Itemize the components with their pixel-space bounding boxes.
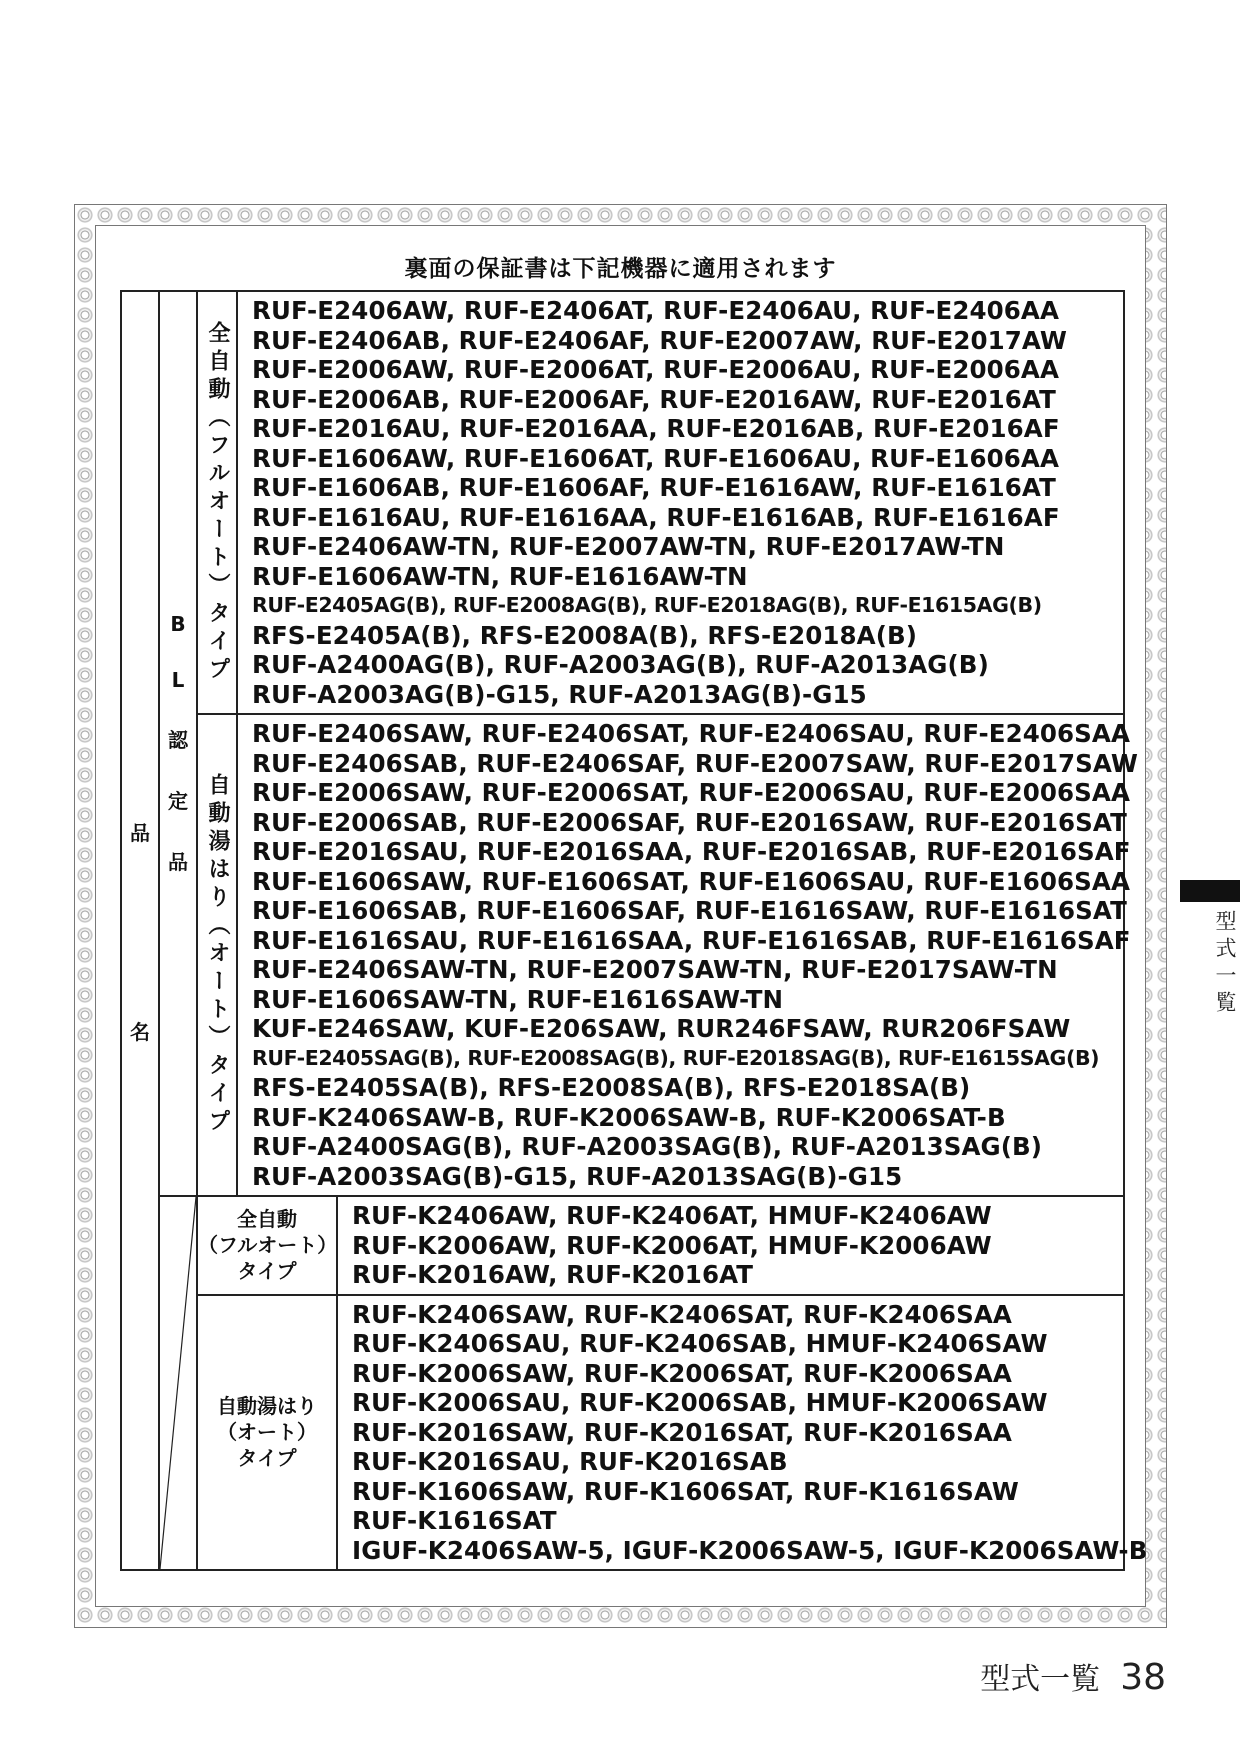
model-line: RUF-K1616SAT [352, 1506, 557, 1535]
model-line: RUF-K1606SAW, RUF-K1606SAT, RUF-K1616SAW [352, 1476, 1019, 1506]
model-line: RUF-K2016SAW, RUF-K2016SAT, RUF-K2016SAA [352, 1417, 1012, 1447]
model-line: RUF-A2003AG(B)-G15, RUF-A2013AG(B)-G15 [252, 679, 867, 709]
model-line: RUF-E2406SAW-TN, RUF-E2007SAW-TN, RUF-E2017SAW-TN [252, 955, 1058, 984]
certificate-panel [95, 225, 1146, 1607]
bl-char: 定 [168, 789, 188, 813]
model-line: RUF-E2406AB, RUF-E2406AF, RUF-E2007AW, RUF-E2017AW [252, 325, 1068, 355]
model-line: RUF-E1606SAW-TN, RUF-E1616SAW-TN [252, 984, 784, 1014]
type-cell-auto [197, 714, 237, 1196]
model-line: RUF-E2405AG(B), RUF-E2008AG(B), RUF-E2018AG(B), RUF-E1615AG(B) [252, 593, 1042, 617]
model-line: RUF-K2406SAU, RUF-K2406SAB, HMUF-K2406SAW [352, 1329, 1048, 1358]
model-line: RUF-K2006AW, RUF-K2006AT, HMUF-K2006AW [352, 1230, 992, 1260]
certificate-border [74, 204, 1167, 1628]
type-label-line: タイプ [237, 1446, 297, 1471]
page-footer [980, 1654, 1166, 1698]
bl-cell [159, 291, 197, 1196]
model-line: RUF-E2006SAB, RUF-E2006SAF, RUF-E2016SAW, RUF-E2016SAT [252, 807, 1127, 837]
hinmei-char-2: 名 [130, 1019, 150, 1044]
model-line: RUF-E2006SAW, RUF-E2006SAT, RUF-E2006SAU, RUF-E2006SAA [252, 778, 1131, 807]
type-label-line: タイプ [237, 1259, 297, 1284]
model-line: RUF-E1606SAB, RUF-E1606SAF, RUF-E1616SAW, RUF-E1616SAT [252, 896, 1127, 925]
type-cell-other-auto [197, 1295, 337, 1571]
model-line: RUF-E2016AU, RUF-E2016AA, RUF-E2016AB, RUF-E2016AF [252, 414, 1060, 443]
model-list-bl-auto [237, 714, 1138, 1196]
model-line: RFS-E2405SA(B), RFS-E2008SA(B), RFS-E2018SA(B) [252, 1073, 971, 1102]
type-cell-full-auto [197, 291, 237, 714]
model-line: RUF-E1616SAU, RUF-E1616SAA, RUF-E1616SAB, RUF-E1616SAF [252, 925, 1131, 955]
hinmei-cell [121, 291, 159, 1570]
model-line: RUF-K2006SAU, RUF-K2006SAB, HMUF-K2006SAW [352, 1388, 1048, 1417]
model-line: RUF-E2006AW, RUF-E2006AT, RUF-E2006AU, RUF-E2006AA [252, 355, 1060, 384]
model-line: RUF-K2016AW, RUF-K2016AT [352, 1260, 754, 1289]
type-label-auto: 自動湯はり（オート）タイプ [205, 773, 230, 1137]
bl-char: 認 [168, 728, 188, 752]
model-list-other-auto [337, 1295, 1148, 1571]
side-index-label: 型式一覧 [1213, 910, 1237, 1018]
side-index-tab [1180, 880, 1240, 902]
model-line: RUF-A2003SAG(B)-G15, RUF-A2013SAG(B)-G15 [252, 1161, 903, 1191]
page-number: 38 [1120, 1657, 1166, 1698]
model-line: RUF-K2016SAU, RUF-K2016SAB [352, 1447, 788, 1476]
bl-char: B [170, 612, 186, 636]
model-line: RFS-E2405A(B), RFS-E2008A(B), RFS-E2018A(B) [252, 620, 918, 650]
bl-char: 品 [168, 850, 188, 874]
model-line: RUF-E2405SAG(B), RUF-E2008SAG(B), RUF-E2018SAG(B), RUF-E1615SAG(B) [252, 1045, 1100, 1070]
diagonal-line [160, 1197, 196, 1569]
model-line: RUF-A2400AG(B), RUF-A2003AG(B), RUF-A2013AG(B) [252, 650, 989, 679]
type-label-line: （オート） [217, 1420, 317, 1445]
type-label-line: （フルオート） [198, 1233, 338, 1258]
model-list-bl-full-auto [237, 291, 1124, 714]
diagonal-empty-cell [159, 1196, 197, 1570]
type-label-full-auto: 全自動（フルオート）タイプ [205, 320, 230, 685]
model-line: RUF-E2406AW, RUF-E2406AT, RUF-E2406AU, RUF-E2406AA [252, 296, 1060, 325]
model-line: RUF-K2406SAW, RUF-K2406SAT, RUF-K2406SAA [352, 1299, 1012, 1329]
hinmei-char-1: 品 [130, 820, 150, 845]
model-list-other-full-auto [337, 1196, 1124, 1295]
bl-char: L [171, 668, 185, 692]
footer-title: 型式一覧 [980, 1662, 1101, 1697]
model-line: RUF-E2406SAW, RUF-E2406SAT, RUF-E2406SAU, RUF-E2406SAA [252, 719, 1131, 748]
model-line: IGUF-K2406SAW-5, IGUF-K2006SAW-5, IGUF-K2006SAW-B [352, 1535, 1148, 1565]
type-label-line: 全自動 [237, 1207, 297, 1232]
type-cell-other-full-auto [197, 1196, 337, 1295]
model-table [120, 290, 1148, 1571]
model-line: KUF-E246SAW, KUF-E206SAW, RUR246FSAW, RUR206FSAW [252, 1014, 1071, 1043]
model-line: RUF-E1616AU, RUF-E1616AA, RUF-E1616AB, RUF-E1616AF [252, 502, 1060, 532]
model-line: RUF-E1606SAW, RUF-E1606SAT, RUF-E1606SAU, RUF-E1606SAA [252, 866, 1131, 896]
model-line: RUF-K2406SAW-B, RUF-K2006SAW-B, RUF-K2006SAT-B [252, 1102, 1006, 1132]
model-line: RUF-K2406AW, RUF-K2406AT, HMUF-K2406AW [352, 1201, 992, 1230]
model-line: RUF-E2406SAB, RUF-E2406SAF, RUF-E2007SAW, RUF-E2017SAW [252, 748, 1138, 778]
model-line: RUF-K2006SAW, RUF-K2006SAT, RUF-K2006SAA [352, 1358, 1012, 1388]
page-heading: 裏面の保証書は下記機器に適用されます [404, 256, 837, 282]
model-line: RUF-E2406AW-TN, RUF-E2007AW-TN, RUF-E2017AW-TN [252, 532, 1005, 561]
model-line: RUF-E2006AB, RUF-E2006AF, RUF-E2016AW, RUF-E2016AT [252, 384, 1056, 414]
model-line: RUF-E1606AB, RUF-E1606AF, RUF-E1616AW, RUF-E1616AT [252, 473, 1056, 502]
model-line: RUF-E1606AW, RUF-E1606AT, RUF-E1606AU, RUF-E1606AA [252, 443, 1060, 473]
model-line: RUF-E2016SAU, RUF-E2016SAA, RUF-E2016SAB, RUF-E2016SAF [252, 837, 1131, 866]
model-line: RUF-E1606AW-TN, RUF-E1616AW-TN [252, 561, 748, 591]
type-label-line: 自動湯はり [217, 1394, 317, 1419]
model-line: RUF-A2400SAG(B), RUF-A2003SAG(B), RUF-A2013SAG(B) [252, 1132, 1043, 1161]
